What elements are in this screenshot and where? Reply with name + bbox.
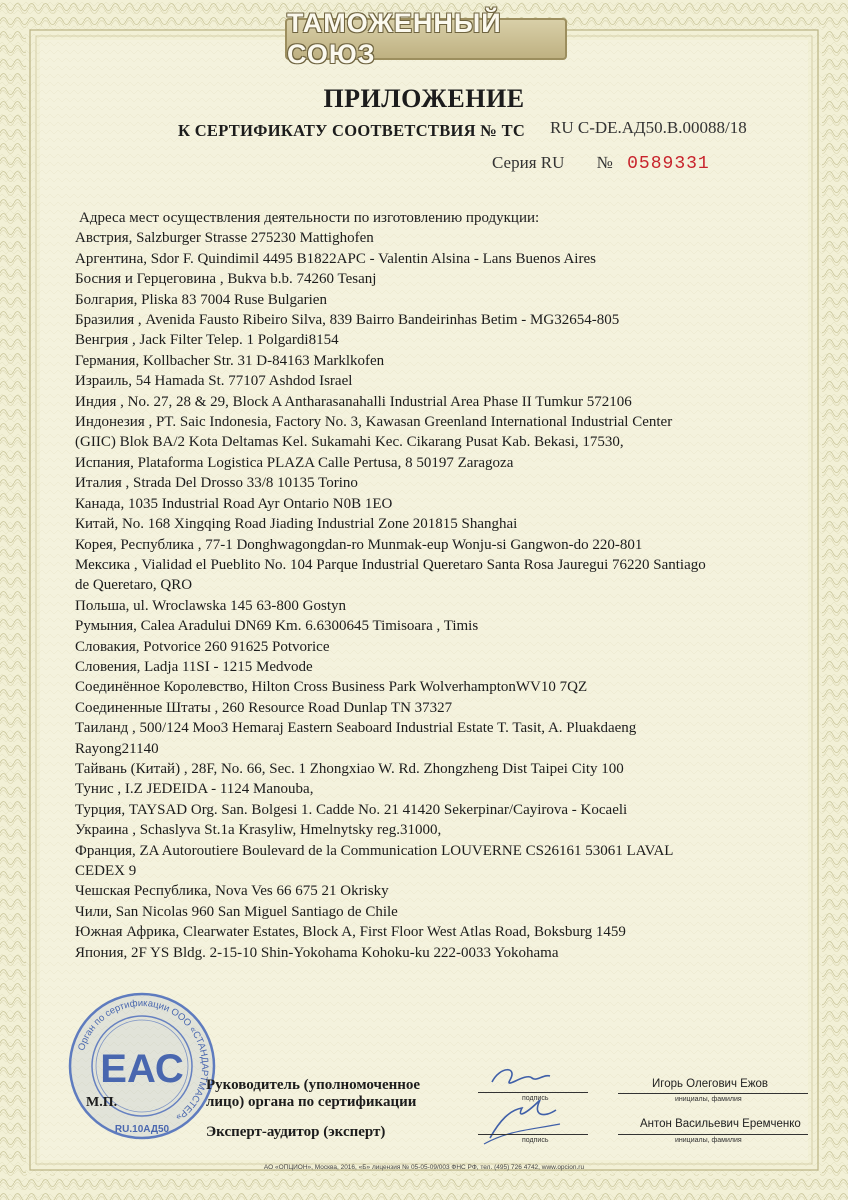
certificate-label: К СЕРТИФИКАТУ СООТВЕТСТВИЯ № ТС <box>178 121 526 140</box>
address-line: Болгария, Pliska 83 7004 Ruse Bulgarien <box>75 291 327 308</box>
customs-union-banner <box>285 8 567 69</box>
address-line: Босния и Герцеговина , Bukva b.b. 74260 Tesanj <box>75 271 377 288</box>
address-line: Словения, Ladja 11SI - 1215 Medvode <box>75 658 313 675</box>
address-line: (GIIC) Blok BA/2 Kota Deltamas Kel. Sukamahi Kec. Cikarang Pusat Kab. Bekasi, 17530, <box>75 434 624 451</box>
address-line: Тайвань (Китай) , 28F, No. 66, Sec. 1 Zhongxiao W. Rd. Zhongzheng Dist Taipei City 100 <box>75 760 624 777</box>
head-title-line2: лицо) органа по сертификации <box>206 1094 417 1110</box>
address-line: Бразилия , Avenida Fausto Ribeiro Silva, 839 Bairro Bandeirinhas Betim - MG32654-805 <box>75 312 620 329</box>
address-line: Аргентина, Sdor F. Quindimil 4495 B1822APC - Valentin Alsina - Lans Buenos Aires <box>75 250 596 267</box>
head-name-rule <box>618 1093 808 1094</box>
head-signature-caption: подпись <box>522 1095 549 1102</box>
banner-text: ТАМОЖЕННЫЙ СОЮЗ <box>287 8 502 69</box>
address-line: Италия , Strada Del Drosso 33/8 10135 Torino <box>75 475 358 492</box>
address-line: Турция, TAYSAD Org. San. Bolgesi 1. Cadde No. 21 41420 Sekerpinar/Cayirova - Kocaeli <box>75 801 628 818</box>
expert-signature-caption: подпись <box>522 1137 549 1144</box>
address-line: Украина , Schaslyva St.1a Krasyliw, Hmelnytsky reg.31000, <box>75 822 442 839</box>
address-line: Германия, Kollbacher Str. 31 D-84163 Marklkofen <box>75 352 385 369</box>
address-line: Румыния, Calea Aradului DN69 Km. 6.6300645 Timisoara , Timis <box>75 618 479 635</box>
certificate-number: RU C-DE.АД50.B.00088/18 <box>550 118 747 137</box>
head-signatory-title <box>206 1077 420 1111</box>
address-line: Корея, Республика , 77-1 Donghwagongdan-ro Munmak-eup Wonju-si Gangwon-do 220-801 <box>75 536 643 553</box>
seal-eac-mark: ЕАС <box>100 1047 184 1091</box>
address-line: Испания, Plataforma Logistica PLAZA Calle Pertusa, 8 50197 Zaragoza <box>75 454 514 471</box>
address-line: Чешская Республика, Nova Ves 66 675 21 Okrisky <box>75 883 389 900</box>
series-label: Серия <box>492 153 537 172</box>
address-line: Израиль, 54 Hamada St. 77107 Ashdod Israel <box>75 373 353 390</box>
number-sign: № <box>596 153 613 172</box>
address-line: Венгрия , Jack Filter Telep. 1 Polgardi8154 <box>75 332 339 349</box>
certification-seal <box>66 990 218 1142</box>
address-line: Словакия, Potvorice 260 91625 Potvorice <box>75 638 330 655</box>
serial-number: 0589331 <box>627 154 710 174</box>
address-line: Австрия, Salzburger Strasse 275230 Mattighofen <box>75 230 374 247</box>
address-line: Мексика , Vialidad el Pueblito No. 104 Parque Industrial Queretaro Santa Rosa Jauregui 76220 Santiago <box>75 556 706 573</box>
head-name-caption: инициалы, фамилия <box>675 1096 742 1103</box>
address-line: Rayong21140 <box>75 740 159 757</box>
address-line: CEDEX 9 <box>75 863 137 879</box>
address-line: Канада, 1035 Industrial Road Ayr Ontario N0B 1EO <box>75 495 393 512</box>
address-line: Чили, San Nicolas 960 San Miguel Santiago de Chile <box>75 903 398 920</box>
series-value: RU <box>540 153 565 172</box>
expert-name-caption: инициалы, фамилия <box>675 1137 742 1144</box>
address-line: Таиланд , 500/124 Moo3 Hemaraj Eastern Seaboard Industrial Estate T. Tasit, A. Pluakdaeng <box>75 720 637 737</box>
expert-name: Антон Васильевич Еремченко <box>640 1118 801 1130</box>
address-line: Индонезия , PT. Saic Indonesia, Factory No. 3, Kawasan Greenland International Industrial Center <box>75 414 673 431</box>
head-title-line1: Руководитель (уполномоченное <box>206 1077 421 1093</box>
expert-signature-rule <box>478 1134 588 1135</box>
expert-title: Эксперт-аудитор (эксперт) <box>206 1124 386 1140</box>
addresses-block <box>75 208 775 963</box>
printer-footer: АО «ОПЦИОН», Москва, 2016, «Б» лицензия № 05-05-09/003 ФНС РФ, тел. (495) 726 4742, www.opcion.ru <box>263 1164 585 1171</box>
stamp-place-label: М.П. <box>86 1095 118 1110</box>
head-signature-rule <box>478 1092 588 1093</box>
address-line: Соединенные Штаты , 260 Resource Road Dunlap TN 37327 <box>75 699 453 716</box>
address-line: Южная Африка, Clearwater Estates, Block A, First Floor West Atlas Road, Boksburg 1459 <box>75 924 626 941</box>
address-line: de Queretaro, QRO <box>75 577 193 594</box>
address-line: Франция, ZA Autoroutiere Boulevard de la Communication LOUVERNE CS26161 53061 LAVAL <box>75 842 674 859</box>
address-line: Индия , No. 27, 28 & 29, Block A Antharasanahalli Industrial Area Phase II Tumkur 572106 <box>75 393 632 410</box>
head-signatory-name: Игорь Олегович Ежов <box>652 1078 769 1090</box>
page-title: ПРИЛОЖЕНИЕ <box>323 84 525 113</box>
seal-code: RU.10АД50 <box>114 1124 170 1135</box>
addresses-intro: Адреса мест осуществления деятельности по изготовлению продукции: <box>79 210 540 226</box>
seal-ring-text: Орган по сертификации ООО «СТАНДАРТМАСТЕР» <box>76 997 211 1123</box>
address-line: Тунис , I.Z JEDEIDA - 1124 Manouba, <box>75 781 314 798</box>
address-line: Китай, No. 168 Xingqing Road Jiading Industrial Zone 201815 Shanghai <box>75 516 518 533</box>
expert-name-rule <box>618 1134 808 1135</box>
address-line: Япония, 2F YS Bldg. 2-15-10 Shin-Yokohama Kohoku-ku 222-0033 Yokohama <box>75 944 559 961</box>
address-line: Соединённое Королевство, Hilton Cross Business Park WolverhamptonWV10 7QZ <box>75 679 588 696</box>
series-row <box>492 153 710 174</box>
address-line: Польша, ul. Wroclawska 145 63-800 Gostyn <box>75 597 347 614</box>
